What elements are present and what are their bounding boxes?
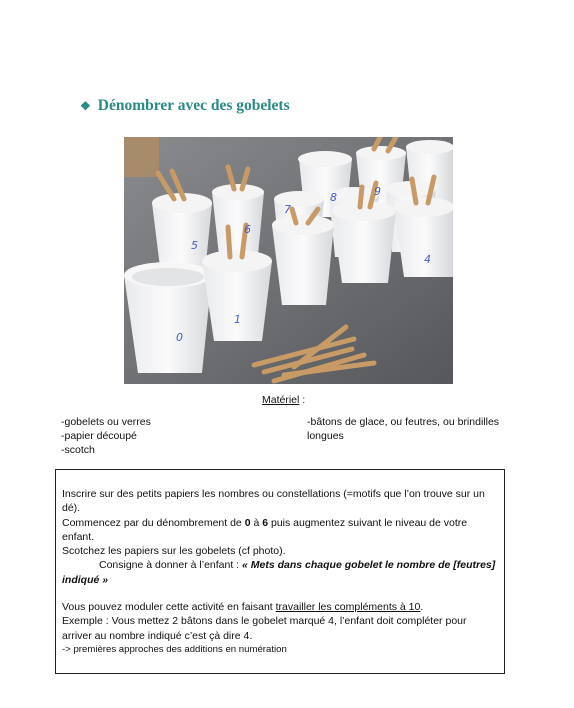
cup-number: 6 (244, 223, 251, 236)
material-item: -scotch (61, 444, 95, 456)
material-item: -papier découpé (61, 430, 137, 442)
instruction-note: -> premières approches des additions en numération (62, 643, 287, 655)
materials-list-left (61, 415, 151, 457)
text-run: . (420, 601, 424, 614)
cup-number: 4 (424, 253, 431, 266)
text-run: Consigne à donner à l’enfant : (99, 559, 243, 572)
instruction-paragraph (62, 600, 498, 614)
text-run: Commencez par du dénombrement de (62, 516, 245, 529)
cups-photo (124, 137, 453, 384)
material-item: -gobelets ou verres (61, 416, 151, 428)
section-title: Dénombrer avec des gobelets (97, 97, 290, 114)
cup-number: 1 (234, 313, 241, 326)
instructions-box (55, 469, 505, 674)
materials-caption (262, 394, 305, 406)
cups-illustration (124, 137, 453, 384)
diamond-bullet-icon: ❖ (80, 98, 91, 113)
cup-number: 7 (284, 203, 291, 216)
cup-number: 0 (176, 331, 183, 344)
text-run: Vous pouvez moduler cette activité en faisant (62, 601, 276, 614)
instruction-paragraph: Exemple : Vous mettez 2 bâtons dans le gobelet marqué 4, l’enfant doit compléter pour arriver au nombre indiqué c’est çà dire 4. (62, 615, 467, 642)
instruction-paragraph (62, 516, 498, 545)
text-run: à (250, 516, 263, 529)
section-heading (80, 97, 290, 115)
underlined-text: travailler les compléments à 10 (275, 601, 421, 614)
instruction-paragraph: Inscrire sur des petits papiers les nombres ou constellations (=motifs que l’on trouve sur un dé). (62, 488, 485, 515)
materials-list-right (307, 415, 507, 443)
bold-number: 6 (262, 516, 269, 529)
consigne-paragraph (62, 558, 498, 587)
material-item: -bâtons de glace, ou feutres, ou brindilles longues (307, 416, 500, 442)
instruction-paragraph: Scotchez les papiers sur les gobelets (cf photo). (62, 545, 286, 558)
consigne-quote: « Mets dans chaque gobelet le nombre de [feutres] indiqué » (62, 559, 496, 586)
bold-number: 0 (244, 516, 251, 529)
cup-number: 9 (374, 185, 381, 198)
text-run: puis augmentez suivant le niveau de votre enfant. (62, 516, 468, 543)
cup-number: 5 (191, 239, 198, 252)
cup-number: 8 (330, 191, 337, 204)
materials-label: Matériel (262, 394, 300, 406)
materials-colon: : (299, 394, 306, 406)
